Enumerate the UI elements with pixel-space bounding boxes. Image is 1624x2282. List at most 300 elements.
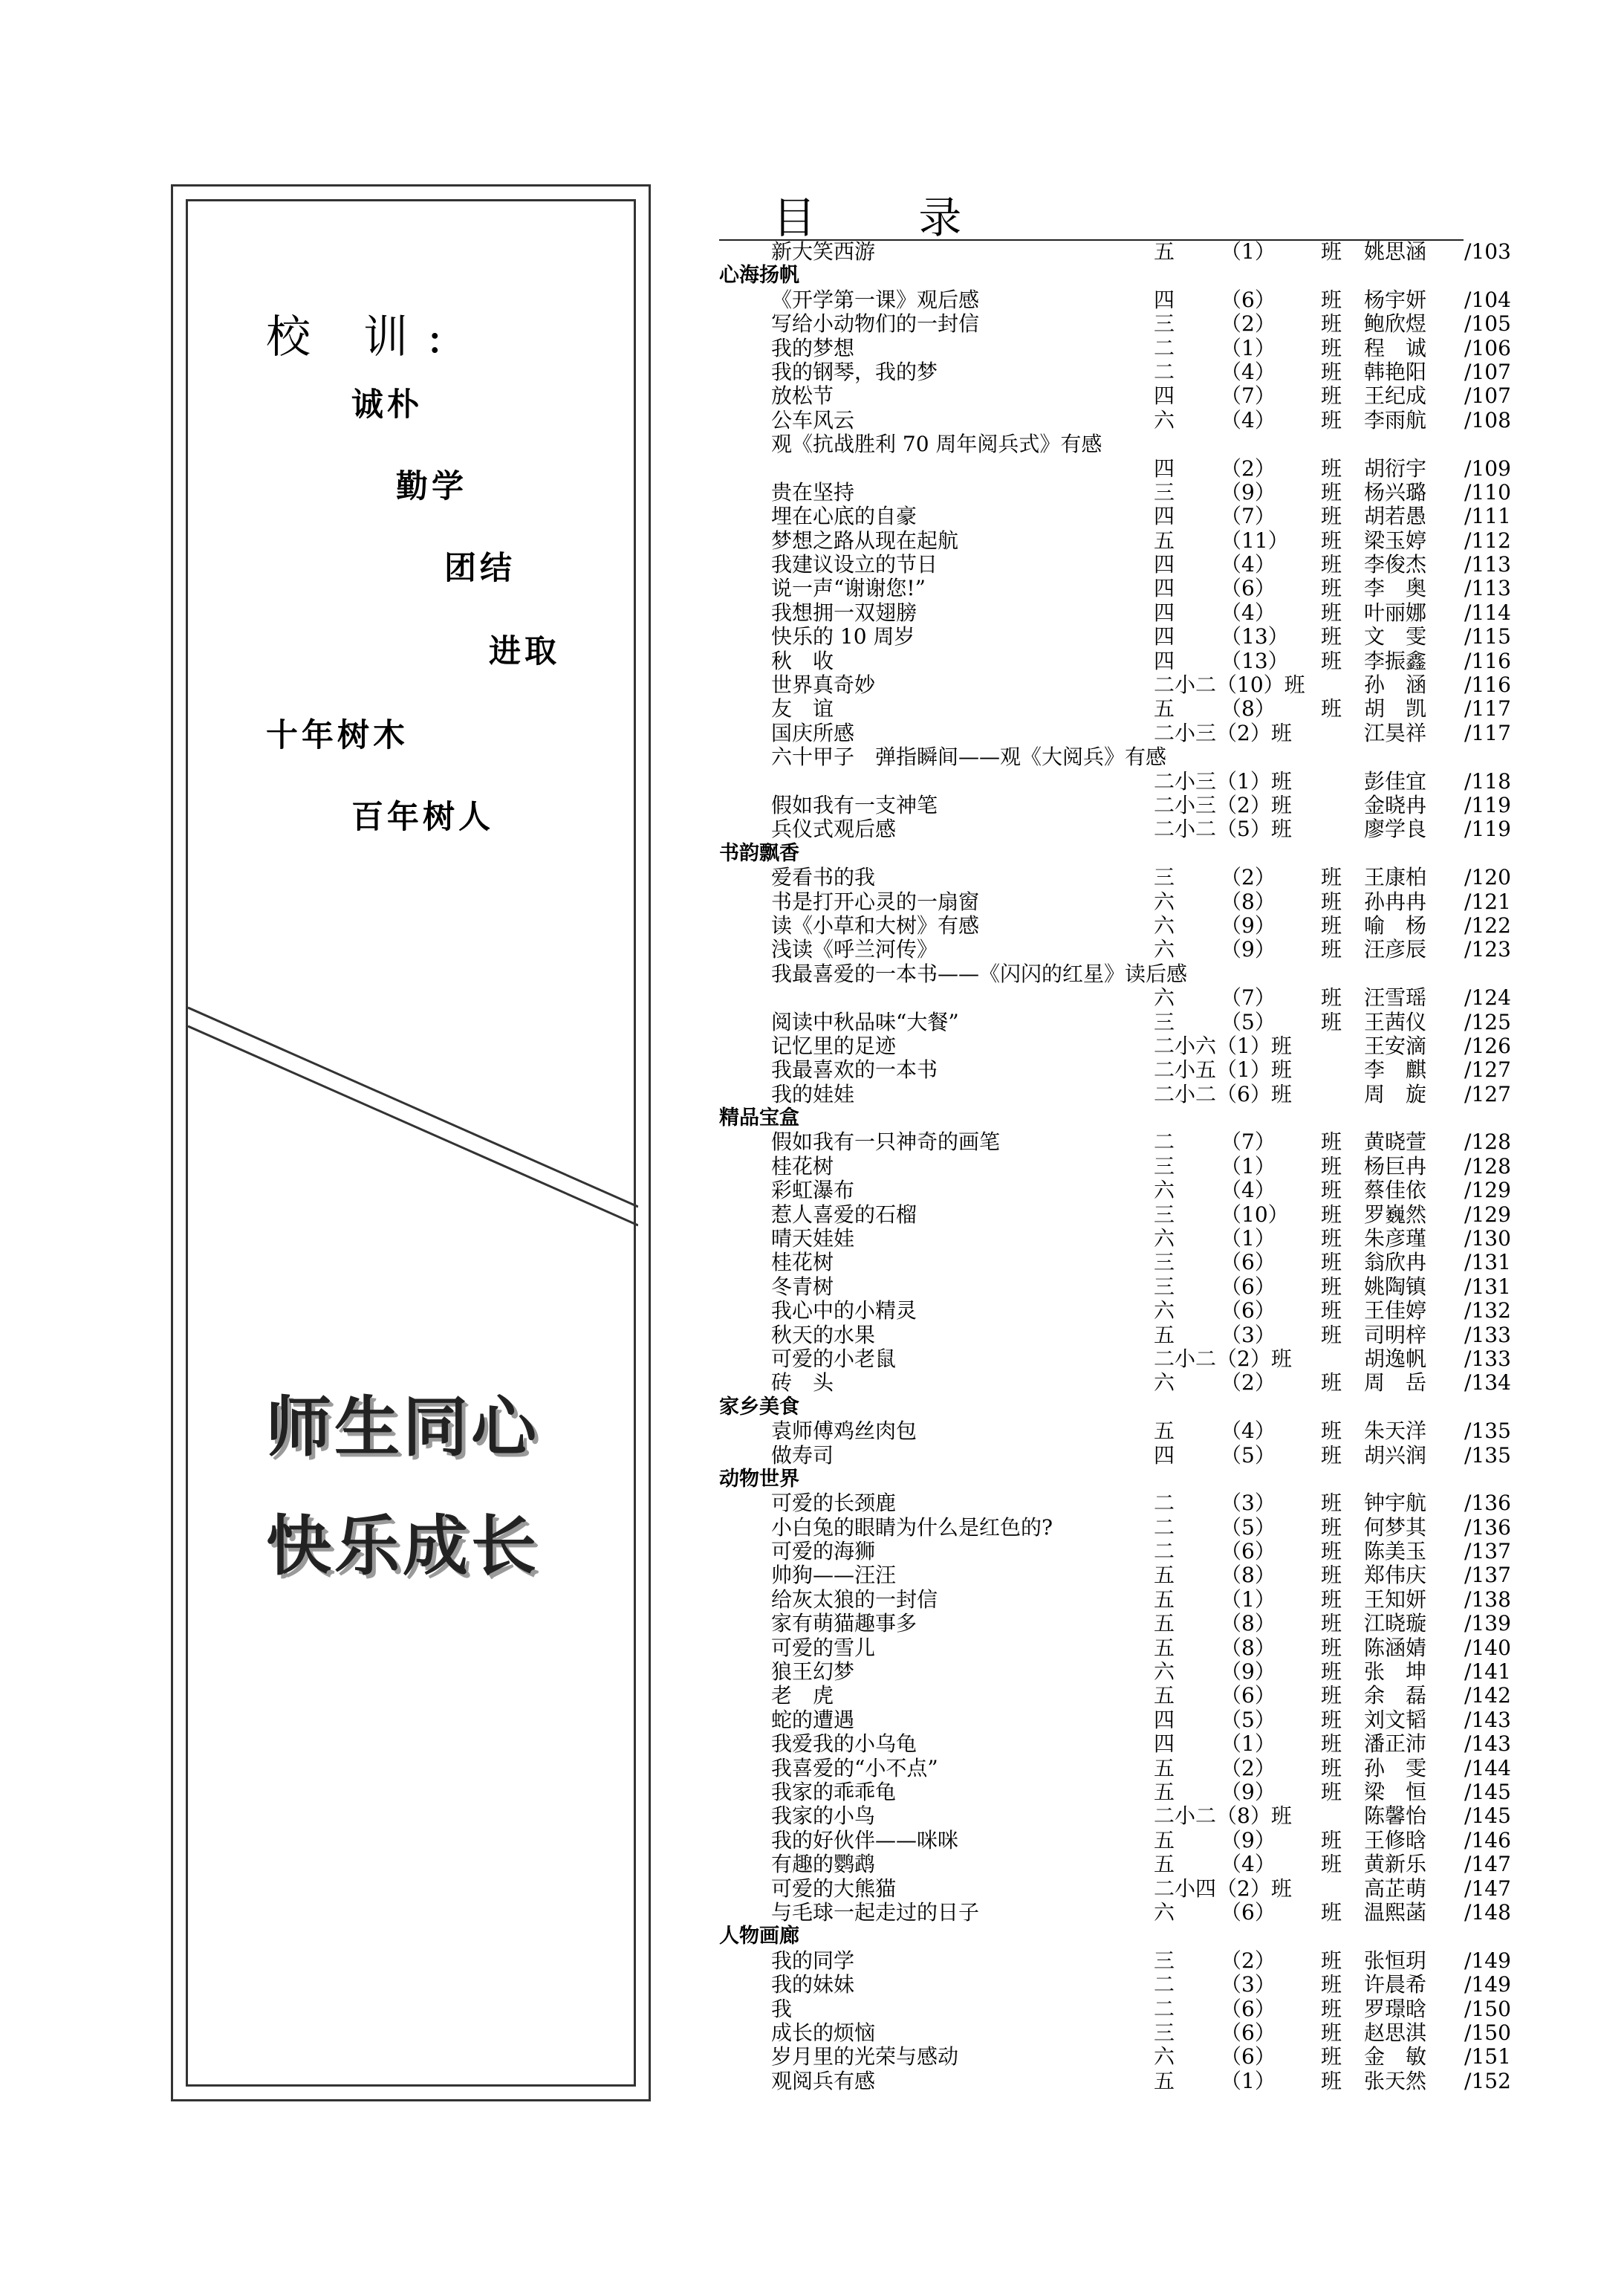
toc-entry-title: 小白兔的眼睛为什么是红色的?	[771, 1514, 1053, 1540]
toc-entry-title: 阅读中秋品味“大餐”	[771, 1009, 959, 1034]
toc-entry-author: 周 岳	[1364, 1370, 1427, 1396]
toc-entry	[719, 383, 1511, 409]
toc-entry-author: 潘正沛	[1364, 1731, 1427, 1757]
toc-entry-author: 刘文韬	[1364, 1707, 1427, 1732]
toc-category	[719, 1106, 1469, 1130]
toc-entry-grade: 三	[1154, 1274, 1175, 1299]
toc-entry-title: 我的梦想	[771, 335, 855, 360]
toc-entry-author: 喻 杨	[1364, 913, 1427, 938]
motto-line-2: 勤学	[396, 468, 467, 505]
toc-entry-class: （9）	[1221, 479, 1276, 505]
toc-entry-title: 记忆里的足迹	[771, 1033, 897, 1058]
toc-entry-author: 郑伟庆	[1364, 1563, 1427, 1588]
toc-entry-page: / 146	[1464, 1829, 1511, 1852]
toc-entry-class: （7）	[1221, 383, 1276, 409]
toc-entry-page: / 128	[1464, 1130, 1511, 1154]
toc-entry-title: 我喜爱的“小不点”	[771, 1755, 938, 1780]
motto-panel-inner	[186, 199, 636, 2087]
toc-entry-class: （6）	[1221, 1996, 1276, 2021]
toc-entry-grade: 六	[1154, 1899, 1175, 1925]
toc-entry-ban: 班	[1321, 1731, 1342, 1757]
toc-entry-page: / 130	[1464, 1227, 1511, 1251]
toc-category-label: 人物画廊	[719, 1925, 799, 1948]
toc-entry	[719, 1009, 1511, 1034]
toc-entry-ban: 班	[1321, 1226, 1342, 1251]
toc-entry	[719, 1081, 1511, 1106]
toc-entry-grade: 三	[1154, 1250, 1175, 1275]
toc-entry-grade: 三	[1154, 2020, 1175, 2045]
toc-entry-title: 桂花树	[771, 1153, 834, 1179]
toc-entry-class: （8）	[1221, 1635, 1276, 1660]
toc-entry	[719, 1346, 1511, 1371]
toc-entry-grade: 四	[1154, 648, 1175, 673]
motto-heading: 校 训:	[266, 311, 462, 363]
toc-entry-ban: 班	[1321, 1780, 1342, 1804]
toc-entry-author: 王佳婷	[1364, 1298, 1427, 1323]
toc-entry-title: 我心中的小精灵	[771, 1298, 917, 1323]
toc-entry-ban: 班	[1321, 407, 1342, 432]
toc-entry-title: 梦想之路从现在起航	[771, 528, 959, 553]
toc-entry-title: 友 谊	[771, 696, 834, 722]
toc-entry-class: （9）	[1221, 937, 1276, 962]
toc-entry-title: 袁师傅鸡丝肉包	[771, 1419, 917, 1444]
toc-entry-title: 我爱我的小乌龟	[771, 1731, 917, 1757]
toc-entry-author: 温熙菡	[1364, 1899, 1427, 1925]
toc-entry	[719, 1731, 1511, 1757]
toc-entry-ban: 班	[1321, 1491, 1342, 1516]
toc-list	[719, 239, 1511, 2093]
toc-entry-author: 叶丽娜	[1364, 600, 1427, 625]
toc-entry-grade: 四	[1154, 576, 1175, 601]
toc-entry-author: 张恒玥	[1364, 1948, 1427, 1973]
toc-entry-title: 可爱的雪儿	[771, 1635, 876, 1660]
toc-entry-author: 李俊杰	[1364, 552, 1427, 577]
toc-entry-page: / 140	[1464, 1636, 1511, 1660]
toc-entry	[719, 1539, 1511, 1564]
toc-entry-title: 做寿司	[771, 1442, 834, 1468]
toc-entry-title: 六十甲子 弹指瞬间——观《大阅兵》有感	[771, 745, 1167, 770]
toc-entry-ban: 班	[1321, 624, 1342, 649]
toc-entry-grade: 二	[1154, 1129, 1175, 1155]
toc-entry-page: / 133	[1464, 1347, 1511, 1371]
motto-line-6: 百年树人	[351, 799, 494, 836]
toc-entry-title: 兵仪式观后感	[771, 817, 897, 842]
toc-entry-author: 李雨航	[1364, 407, 1427, 432]
toc-entry-grade: 二	[1154, 1539, 1175, 1564]
toc-entry-title: 我家的小鸟	[771, 1803, 876, 1829]
toc-entry-ban: 班	[1321, 1635, 1342, 1660]
toc-entry-grade: 二小五（1）班	[1154, 1057, 1292, 1083]
toc-category-label: 家乡美食	[719, 1395, 799, 1419]
toc-entry-grade: 五	[1154, 1780, 1175, 1804]
toc-entry-title: 观《抗战胜利 70 周年阅兵式》有感	[771, 432, 1102, 457]
toc-entry-page: / 143	[1464, 1732, 1511, 1756]
toc-entry-page: / 148	[1464, 1901, 1511, 1925]
toc-entry-grade: 四	[1154, 1442, 1175, 1468]
toc-entry-page: / 134	[1464, 1371, 1511, 1395]
toc-category-label: 精品宝盒	[719, 1106, 799, 1130]
toc-entry-class: （2）	[1221, 456, 1276, 481]
toc-entry	[719, 1274, 1511, 1299]
toc-entry-page: / 143	[1464, 1708, 1511, 1732]
toc-entry-class: （1）	[1221, 2068, 1276, 2093]
toc-entry	[719, 1586, 1511, 1612]
toc-entry-grade: 三	[1154, 311, 1175, 337]
toc-entry-title: 书是打开心灵的一扇窗	[771, 889, 980, 914]
toc-entry-page: / 113	[1464, 577, 1511, 600]
toc-entry-grade: 四	[1154, 287, 1175, 312]
toc-entry-class: （6）	[1221, 287, 1276, 312]
toc-entry-author: 汪彦辰	[1364, 937, 1427, 962]
toc-entry-ban: 班	[1321, 287, 1342, 312]
toc-entry-ban: 班	[1321, 937, 1342, 962]
toc-entry-ban: 班	[1321, 576, 1342, 601]
toc-entry-class: （6）	[1221, 576, 1276, 601]
toc-entry-class: （9）	[1221, 1659, 1276, 1685]
toc-entry-page: / 144	[1464, 1757, 1511, 1780]
toc-entry	[719, 2044, 1511, 2069]
toc-entry	[719, 1755, 1511, 1780]
toc-entry	[719, 1972, 1511, 1997]
toc-entry-title: 老 虎	[771, 1683, 834, 1708]
toc-entry-page: / 127	[1464, 1083, 1511, 1106]
toc-entry-class: （8）	[1221, 1563, 1276, 1588]
toc-entry-title: 可爱的大熊猫	[771, 1876, 897, 1901]
toc-entry-grade: 五	[1154, 1852, 1175, 1877]
toc-entry-title: 帅狗——汪汪	[771, 1563, 897, 1588]
toc-entry-author: 胡衍宇	[1364, 456, 1427, 481]
toc-entry-page: / 121	[1464, 890, 1511, 914]
toc-entry-page: / 119	[1464, 817, 1511, 841]
toc-entry-grade: 五	[1154, 1419, 1175, 1444]
toc-entry-title: 公车风云	[771, 407, 855, 432]
toc-entry-ban: 班	[1321, 913, 1342, 938]
toc-entry-author: 王纪成	[1364, 383, 1427, 409]
motto-line-5: 十年树木	[266, 717, 409, 754]
toc-entry-grade: 二小四（2）班	[1154, 1876, 1292, 1901]
toc-entry-grade: 五	[1154, 1827, 1175, 1852]
toc-entry-author: 鲍欣煜	[1364, 311, 1427, 337]
toc-entry-grade: 六	[1154, 1226, 1175, 1251]
toc-entry-page: / 131	[1464, 1275, 1511, 1299]
toc-entry-title: 与毛球一起走过的日子	[771, 1899, 980, 1925]
toc-entry-title: 可爱的小老鼠	[771, 1346, 897, 1371]
toc-entry	[719, 1129, 1511, 1155]
toc-entry	[719, 648, 1511, 673]
toc-entry-author: 王知妍	[1364, 1586, 1427, 1612]
toc-entry-page: / 125	[1464, 1011, 1511, 1034]
toc-entry-grade: 二小二（10）班	[1154, 672, 1305, 698]
toc-entry-title: 写给小动物们的一封信	[771, 311, 980, 337]
toc-entry-author: 孙 涵	[1364, 672, 1427, 698]
toc-entry-grade: 二小二（6）班	[1154, 1081, 1292, 1106]
toc-entry-class: （8）	[1221, 696, 1276, 722]
toc-entry-title: 放松节	[771, 383, 834, 409]
toc-entry-author: 李 麒	[1364, 1057, 1427, 1083]
toc-entry	[719, 1659, 1511, 1685]
toc-entry	[719, 985, 1511, 1011]
toc-entry-class: （1）	[1221, 239, 1276, 264]
toc-entry	[719, 1803, 1511, 1829]
toc-entry-title: 我的好伙伴——咪咪	[771, 1827, 959, 1852]
toc-entry-grade: 二小二（8）班	[1154, 1803, 1292, 1829]
toc-entry-grade: 四	[1154, 624, 1175, 649]
toc-entry-title: 成长的烦恼	[771, 2020, 876, 2045]
toc-entry	[719, 1033, 1511, 1058]
toc-entry	[719, 1322, 1511, 1347]
toc-entry-author: 钟宇航	[1364, 1491, 1427, 1516]
toc-entry-class: （4）	[1221, 1852, 1276, 1877]
toc-entry	[719, 335, 1511, 360]
toc-entry-ban: 班	[1321, 889, 1342, 914]
toc-entry-grade: 四	[1154, 504, 1175, 529]
toc-entry-title: 国庆所感	[771, 720, 855, 745]
toc-entry	[719, 1707, 1511, 1732]
toc-entry-page: / 119	[1464, 794, 1511, 817]
toc-entry-ban: 班	[1321, 985, 1342, 1011]
toc-entry-title: 新大笑西游	[771, 239, 876, 264]
toc-category-label: 书韵飘香	[719, 841, 799, 865]
toc-entry	[719, 432, 1469, 456]
toc-entry-grade: 二小三（2）班	[1154, 792, 1292, 817]
toc-entry-ban: 班	[1321, 1563, 1342, 1588]
toc-entry-page: / 106	[1464, 337, 1511, 360]
toc-entry-ban: 班	[1321, 239, 1342, 264]
toc-entry-author: 廖学良	[1364, 817, 1427, 842]
toc-entry-grade: 四	[1154, 1731, 1175, 1757]
toc-entry-grade: 六	[1154, 985, 1175, 1011]
toc-entry-grade: 六	[1154, 1178, 1175, 1203]
motto-line-1: 诚朴	[351, 386, 423, 424]
toc-entry-class: （6）	[1221, 1274, 1276, 1299]
toc-entry-page: / 128	[1464, 1155, 1511, 1179]
toc-entry-grade: 三	[1154, 1948, 1175, 1973]
toc-entry-author: 姚思涵	[1364, 239, 1427, 264]
toc-entry-page: / 113	[1464, 553, 1511, 577]
toc-entry-page: / 131	[1464, 1251, 1511, 1274]
toc-entry-title: 浅读《呼兰河传》	[771, 937, 938, 962]
toc-entry-title: 有趣的鹦鹉	[771, 1852, 876, 1877]
toc-entry-page: / 135	[1464, 1419, 1511, 1443]
toc-entry-title: 我想拥一双翅膀	[771, 600, 917, 625]
toc-entry-ban: 班	[1321, 1659, 1342, 1685]
toc-entry-grade: 六	[1154, 2044, 1175, 2069]
toc-entry-author: 胡兴润	[1364, 1442, 1427, 1468]
toc-entry-grade: 六	[1154, 913, 1175, 938]
toc-category	[719, 1468, 1469, 1491]
toc-entry	[719, 1370, 1511, 1396]
toc-entry-class: （1）	[1221, 1586, 1276, 1612]
toc-entry-class: （6）	[1221, 1298, 1276, 1323]
toc-entry-author: 李振鑫	[1364, 648, 1427, 673]
toc-entry-author: 胡 凯	[1364, 696, 1427, 722]
toc-entry-author: 江晓璇	[1364, 1611, 1427, 1636]
toc-entry-page: / 117	[1464, 697, 1511, 721]
toc-entry-class: （4）	[1221, 407, 1276, 432]
toc-entry-author: 杨巨冉	[1364, 1153, 1427, 1179]
toc-entry-grade: 六	[1154, 889, 1175, 914]
toc-entry	[719, 1202, 1511, 1227]
toc-entry	[719, 359, 1511, 384]
toc-entry	[719, 962, 1469, 986]
toc-entry	[719, 1635, 1511, 1660]
toc-entry-ban: 班	[1321, 2044, 1342, 2069]
toc-entry-ban: 班	[1321, 1586, 1342, 1612]
toc-entry-author: 韩艳阳	[1364, 359, 1427, 384]
toc-entry	[719, 552, 1511, 577]
toc-entry-page: / 129	[1464, 1203, 1511, 1227]
toc-entry-author: 陈美玉	[1364, 1539, 1427, 1564]
toc-entry-grade: 二	[1154, 1996, 1175, 2021]
toc-entry-grade: 四	[1154, 552, 1175, 577]
toc-entry-page: / 142	[1464, 1684, 1511, 1708]
toc-entry	[719, 1419, 1511, 1444]
toc-entry-author: 许晨希	[1364, 1972, 1427, 1997]
toc-entry	[719, 1153, 1511, 1179]
toc-entry-class: （6）	[1221, 2020, 1276, 2045]
toc-entry	[719, 504, 1511, 529]
toc-entry-class: （3）	[1221, 1491, 1276, 1516]
toc-entry	[719, 696, 1511, 722]
toc-entry-title: 我的妹妹	[771, 1972, 855, 1997]
toc-entry-class: （9）	[1221, 1827, 1276, 1852]
toc-entry-ban: 班	[1321, 1514, 1342, 1540]
toc-entry-grade: 二	[1154, 359, 1175, 384]
toc-entry-grade: 二	[1154, 1972, 1175, 1997]
toc-entry-title: 《开学第一课》观后感	[771, 287, 980, 312]
toc-entry	[719, 1563, 1511, 1588]
toc-entry-grade: 四	[1154, 383, 1175, 409]
toc-entry-author: 金晓冉	[1364, 792, 1427, 817]
toc-entry	[719, 1250, 1511, 1275]
toc-entry-title: 家有萌猫趣事多	[771, 1611, 917, 1636]
toc-entry-grade: 五	[1154, 1322, 1175, 1347]
toc-entry	[719, 2068, 1511, 2093]
toc-entry-author: 陈馨怡	[1364, 1803, 1427, 1829]
toc-entry-title: 狼王幻梦	[771, 1659, 855, 1685]
toc-entry-page: / 103	[1464, 240, 1511, 264]
toc-entry-grade: 二小二（2）班	[1154, 1346, 1292, 1371]
toc-entry	[719, 1611, 1511, 1636]
toc-entry-ban: 班	[1321, 311, 1342, 337]
toc-entry-author: 罗巍然	[1364, 1202, 1427, 1227]
toc-entry-author: 罗璟晗	[1364, 1996, 1427, 2021]
toc-entry-title: 我最喜爱的一本书——《闪闪的红星》读后感	[771, 961, 1188, 986]
toc-entry	[719, 456, 1511, 481]
toc-entry-ban: 班	[1321, 1153, 1342, 1179]
toc-entry-page: / 123	[1464, 938, 1511, 962]
toc-entry-title: 快乐的 10 周岁	[771, 624, 915, 649]
toc-entry-grade: 五	[1154, 1563, 1175, 1588]
toc-entry-title: 惹人喜爱的石榴	[771, 1202, 917, 1227]
toc-entry	[719, 913, 1511, 938]
toc-entry-ban: 班	[1321, 2068, 1342, 2093]
motto-line-3: 团结	[444, 550, 516, 587]
toc-entry-author: 翁欣冉	[1364, 1250, 1427, 1275]
toc-entry	[719, 1780, 1511, 1804]
toc-entry-title: 蛇的遭遇	[771, 1707, 855, 1732]
toc-entry-title: 我的钢琴，我的梦	[771, 359, 938, 384]
toc-entry-class: （7）	[1221, 985, 1276, 1011]
toc-entry-author: 胡若愚	[1364, 504, 1427, 529]
toc-entry-class: （5）	[1221, 1009, 1276, 1034]
toc-entry	[719, 672, 1511, 698]
toc-entry-page: / 126	[1464, 1034, 1511, 1058]
toc-entry-class: （6）	[1221, 1539, 1276, 1564]
toc-entry-ban: 班	[1321, 1972, 1342, 1997]
toc-entry-ban: 班	[1321, 1899, 1342, 1925]
toc-entry-grade: 三	[1154, 1153, 1175, 1179]
toc-entry-grade: 二	[1154, 1491, 1175, 1516]
toc-entry-title: 桂花树	[771, 1250, 834, 1275]
toc-entry-author: 黄晓萱	[1364, 1129, 1427, 1155]
toc-entry-ban: 班	[1321, 600, 1342, 625]
toc-entry	[719, 407, 1511, 432]
toc-entry-author: 梁 恒	[1364, 1780, 1427, 1804]
slogan-line-1: 师生同心	[266, 1389, 540, 1465]
toc-entry-ban: 班	[1321, 1129, 1342, 1155]
toc-entry-author: 朱彦瑾	[1364, 1226, 1427, 1251]
toc-entry-grade: 三	[1154, 1202, 1175, 1227]
toc-entry-title: 秋天的水果	[771, 1322, 876, 1347]
toc-entry-author: 汪雪瑶	[1364, 985, 1427, 1011]
toc-entry-class: （2）	[1221, 311, 1276, 337]
toc-entry	[719, 1948, 1511, 1973]
toc-entry-author: 赵思淇	[1364, 2020, 1427, 2045]
toc-entry-page: / 136	[1464, 1491, 1511, 1515]
toc-entry-page: / 107	[1464, 384, 1511, 408]
toc-entry-ban: 班	[1321, 335, 1342, 360]
toc-entry-author: 王康柏	[1364, 865, 1427, 890]
toc-entry-ban: 班	[1321, 1755, 1342, 1780]
toc-entry-author: 司明梓	[1364, 1322, 1427, 1347]
toc-entry-title: 冬青树	[771, 1274, 834, 1299]
toc-entry-ban: 班	[1321, 1370, 1342, 1396]
toc-entry-title: 我建议设立的节日	[771, 552, 938, 577]
toc-entry-page: / 133	[1464, 1323, 1511, 1347]
toc-entry	[719, 311, 1511, 337]
toc-entry-class: （13）	[1221, 624, 1289, 649]
toc-entry-page: / 147	[1464, 1852, 1511, 1876]
toc-entry-title: 给灰太狼的一封信	[771, 1586, 938, 1612]
toc-entry-ban: 班	[1321, 1852, 1342, 1877]
toc-entry-class: （9）	[1221, 1780, 1276, 1804]
toc-entry-title: 假如我有一只神奇的画笔	[771, 1129, 1001, 1155]
toc-entry	[719, 624, 1511, 649]
toc-entry-class: （9）	[1221, 913, 1276, 938]
toc-entry	[719, 889, 1511, 914]
toc-entry-page: / 115	[1464, 625, 1511, 649]
toc-entry	[719, 600, 1511, 625]
toc-entry-title: 读《小草和大树》有感	[771, 913, 980, 938]
toc-entry-page: / 127	[1464, 1058, 1511, 1082]
toc-entry-grade: 二	[1154, 335, 1175, 360]
toc-entry	[719, 817, 1511, 842]
toc-entry-title: 砖 头	[771, 1370, 834, 1396]
toc-entry-class: （7）	[1221, 1129, 1276, 1155]
toc-entry-page: / 129	[1464, 1179, 1511, 1202]
toc-entry-author: 孙 雯	[1364, 1755, 1427, 1780]
toc-entry-ban: 班	[1321, 1683, 1342, 1708]
toc-entry-grade: 五	[1154, 239, 1175, 264]
toc-entry-class: （3）	[1221, 1972, 1276, 1997]
toc-entry-title: 世界真奇妙	[771, 672, 876, 698]
toc-title: 目 录	[773, 192, 1007, 243]
toc-entry-page: / 107	[1464, 360, 1511, 384]
toc-entry-author: 文 雯	[1364, 624, 1427, 649]
toc-entry-class: （4）	[1221, 1419, 1276, 1444]
toc-entry	[719, 1683, 1511, 1708]
